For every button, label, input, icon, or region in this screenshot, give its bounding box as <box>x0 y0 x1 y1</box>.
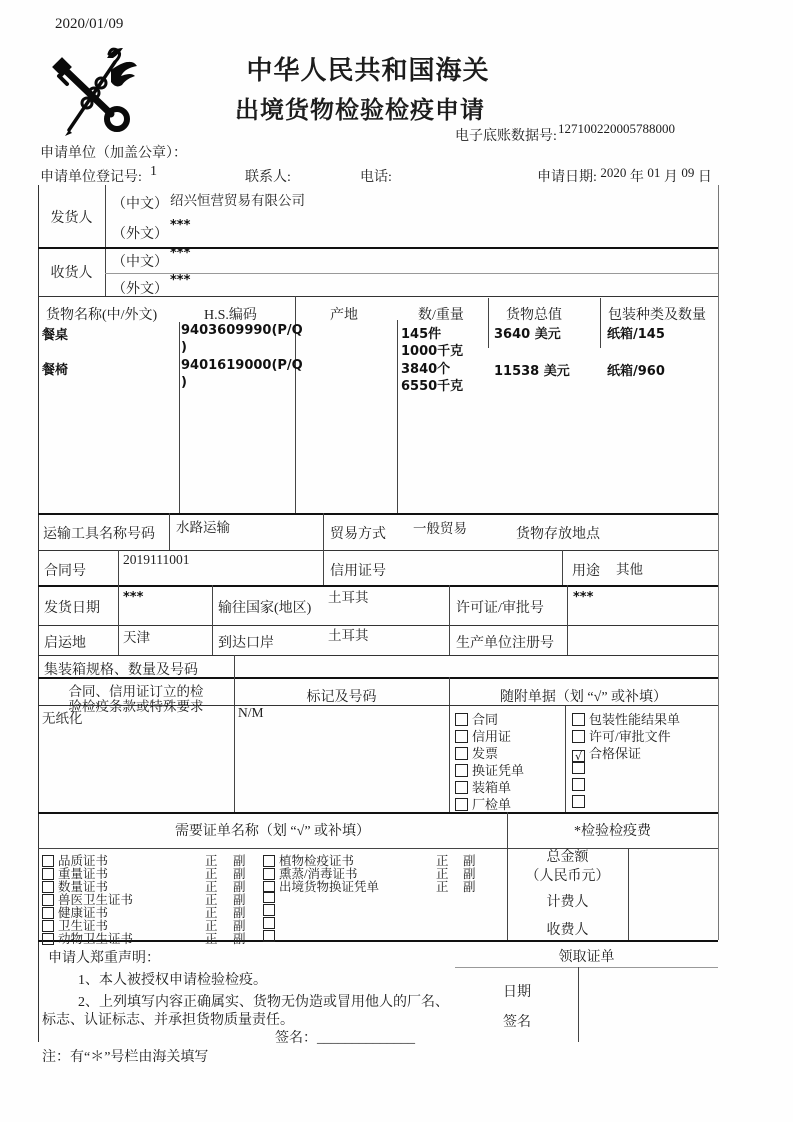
checkbox[interactable] <box>572 778 585 791</box>
divider <box>449 585 450 655</box>
receipt-date-label: 日期 <box>503 985 531 1000</box>
contact-label: 联系人: <box>245 170 291 185</box>
container-label: 集装箱规格、数量及号码 <box>44 663 198 678</box>
divider <box>38 550 718 551</box>
goods-header-name: 货物名称(中/外文) <box>46 308 158 323</box>
storage-label: 货物存放地点 <box>516 527 600 542</box>
contract-label: 合同号 <box>44 564 86 579</box>
goods-header-qty: 数/重量 <box>418 308 464 323</box>
apply-date-day: 09 <box>681 165 695 180</box>
divider <box>567 585 568 655</box>
eaccount-value: 127100220005788000 <box>558 121 675 136</box>
cert-item: 卫生证书 正 副 <box>42 916 257 934</box>
consignor-cn-value: 绍兴恒营贸易有限公司 <box>170 193 305 208</box>
consignor-cn-label: （中文） <box>112 197 168 212</box>
doc-label: 合格保证 <box>589 746 642 761</box>
fee-collector-label: 收费人 <box>546 923 589 938</box>
consignee-fn-value: *** <box>170 273 191 288</box>
trade-mode-label: 贸易方式 <box>330 527 386 542</box>
dest-country-value: 土耳其 <box>328 590 369 605</box>
arrival-port-value: 土耳其 <box>328 628 369 643</box>
marks-value: N/M <box>238 705 264 720</box>
doc-item <box>572 777 589 793</box>
consignor-fn-value: *** <box>170 218 191 233</box>
checkbox[interactable]: √ <box>572 750 585 763</box>
customs-emblem-icon <box>45 46 141 136</box>
declaration-line2: 2、上列填写内容正确属实、货物无伪造或冒用他人的厂名、 <box>78 995 449 1010</box>
cert-label: 动物卫生证书 <box>58 932 134 946</box>
clause-header-line2: 验检疫条款或特殊要求 <box>68 699 204 714</box>
doc-item <box>572 794 589 810</box>
dest-country-label: 输往国家(地区) <box>218 601 312 616</box>
goods-row-name: 餐桌 <box>42 328 69 343</box>
apply-date-year: 2020 <box>600 165 627 180</box>
divider <box>600 298 601 348</box>
fee-biller-label: 计费人 <box>546 895 589 910</box>
cert-label: 熏蒸/消毒证书 <box>279 867 358 881</box>
license-label: 许可证/审批号 <box>456 601 544 616</box>
docs-header: 随附单据（划 “√” 或补填） <box>499 690 668 705</box>
goods-row-packing: 纸箱/960 <box>607 364 665 379</box>
divider <box>323 513 324 585</box>
consignee-cn-value: *** <box>170 246 191 261</box>
goods-header-origin: 产地 <box>330 308 358 323</box>
divider <box>38 585 718 587</box>
cert-label: 健康证书 <box>58 906 109 920</box>
checkbox[interactable] <box>455 798 468 811</box>
divider <box>565 705 566 812</box>
cert-item <box>263 929 279 944</box>
cert-item: 动物卫生证书 正 副 <box>42 929 257 947</box>
applicant-reg-label: 申请单位登记号: <box>40 170 142 185</box>
apply-date: 申请日期: 2020 年 01 月 09 日 <box>537 165 712 185</box>
consignor-fn-label: （外文） <box>112 227 168 242</box>
cert-label: 重量证书 <box>58 867 109 881</box>
divider <box>105 273 718 274</box>
consignee-cn-label: （中文） <box>112 255 168 270</box>
clause-header-line1: 合同、信用证订立的检 <box>68 684 204 699</box>
divider <box>455 967 718 968</box>
producer-reg-label: 生产单位注册号 <box>456 636 554 651</box>
checkbox[interactable] <box>263 930 275 942</box>
divider <box>38 247 718 249</box>
doc-item <box>572 760 589 776</box>
cert-item: 数量证书 正 副 <box>42 877 257 895</box>
form-subtitle: 出境货物检验检疫申请 <box>235 96 485 124</box>
license-value: *** <box>573 590 594 605</box>
divider <box>488 298 489 348</box>
goods-header-value: 货物总值 <box>506 308 562 323</box>
goods-row-weight: 6550千克 <box>401 379 464 394</box>
usage-label: 用途 <box>572 564 600 579</box>
receipt-sign-label: 签名 <box>503 1015 531 1030</box>
fee-total-unit-label: （人民币元） <box>525 869 610 884</box>
checkbox[interactable] <box>455 713 468 726</box>
divider <box>212 585 213 655</box>
applicant-reg-value: 1 <box>150 164 157 179</box>
contract-value: 2019111001 <box>123 552 190 567</box>
checkbox[interactable] <box>42 933 54 945</box>
trade-mode-value: 一般贸易 <box>413 521 467 536</box>
checkbox[interactable] <box>572 713 585 726</box>
consignee-fn-label: （外文） <box>112 282 168 297</box>
consignee-label: 收货人 <box>50 266 93 281</box>
declaration-line1: 1、本人被授权申请检验检疫。 <box>78 973 267 988</box>
apply-date-month: 01 <box>647 165 661 180</box>
divider <box>38 812 718 814</box>
checkbox[interactable] <box>263 917 275 929</box>
doc-label: 包装性能结果单 <box>589 712 681 727</box>
vehicle-value: 水路运输 <box>176 520 230 535</box>
vehicle-label: 运输工具名称号码 <box>43 527 155 542</box>
checkbox[interactable] <box>572 795 585 808</box>
form-title: 中华人民共和国海关 <box>246 56 490 86</box>
divider <box>38 513 718 515</box>
checkbox[interactable] <box>455 781 468 794</box>
cert-item: 植物检疫证书 正 副 <box>263 851 488 869</box>
arrival-port-label: 到达口岸 <box>218 636 274 651</box>
doc-label: 合同 <box>472 712 499 727</box>
cert-label: 卫生证书 <box>58 919 109 933</box>
goods-row-hs-cont: ) <box>181 340 187 355</box>
footnote: 注：有“＊”号栏由海关填写 <box>42 1050 209 1065</box>
checkbox[interactable] <box>572 730 585 743</box>
apply-date-label: 申请日期: <box>537 170 597 185</box>
consignor-label: 发货人 <box>50 211 93 226</box>
divider <box>38 655 718 656</box>
divider <box>169 513 170 550</box>
checkbox[interactable] <box>263 904 275 916</box>
cert-label: 品质证书 <box>58 854 109 868</box>
cert-item: 兽医卫生证书 正 副 <box>42 890 257 908</box>
divider <box>578 967 579 1042</box>
goods-row-value: 3640 美元 <box>494 327 561 342</box>
cert-label: 出境货物换证凭单 <box>279 880 380 894</box>
goods-row-hs: 9401619000(P/Q <box>181 358 303 373</box>
divider <box>397 320 398 513</box>
goods-row-packing: 纸箱/145 <box>607 327 665 342</box>
ship-date-label: 发货日期 <box>44 601 100 616</box>
eaccount-label: 电子底账数据号: <box>455 129 557 144</box>
divider <box>562 550 563 585</box>
applicant-unit-label: 申请单位（加盖公章）： <box>40 146 187 161</box>
checkbox[interactable] <box>263 891 275 903</box>
goods-header-packing: 包装种类及数量 <box>608 308 706 323</box>
declaration-title: 申请人郑重声明： <box>48 951 160 966</box>
cert-label: 数量证书 <box>58 880 109 894</box>
goods-row-qty: 145件 <box>401 327 442 342</box>
goods-header-hs: H.S.编码 <box>204 308 257 323</box>
fee-total-label: 总金额 <box>546 850 589 865</box>
divider <box>38 185 39 1042</box>
doc-label: 许可/审批文件 <box>589 729 671 744</box>
departure-label: 启运地 <box>44 636 86 651</box>
doc-item <box>455 794 511 813</box>
clause-value: 无纸化 <box>42 711 83 726</box>
goods-row-weight: 1000千克 <box>401 344 464 359</box>
doc-label: 信用证 <box>472 729 512 744</box>
cert-label: 植物检疫证书 <box>279 854 355 868</box>
cert-label: 兽医卫生证书 <box>58 893 134 907</box>
fee-header: *检验检疫费 <box>574 824 651 839</box>
print-date: 2020/01/09 <box>55 16 124 32</box>
certs-header: 需要证单名称（划 “√” 或补填） <box>174 824 371 839</box>
lc-label: 信用证号 <box>330 564 386 579</box>
departure-value: 天津 <box>123 630 150 645</box>
goods-row-qty: 3840个 <box>401 362 451 377</box>
goods-row-hs-cont: ) <box>181 375 187 390</box>
usage-value: 其他 <box>616 562 643 577</box>
divider <box>118 550 119 655</box>
cert-item: 熏蒸/消毒证书 正 副 <box>263 864 488 882</box>
doc-label: 装箱单 <box>472 780 512 795</box>
receipt-title: 领取证单 <box>558 950 615 965</box>
doc-label: 发票 <box>472 746 499 761</box>
divider <box>179 322 180 513</box>
cert-item: 重量证书 正 副 <box>42 864 257 882</box>
ship-date-value: *** <box>123 590 144 605</box>
signature-line: 签名：______________ <box>275 1031 415 1046</box>
goods-row-name: 餐椅 <box>42 363 69 378</box>
phone-label: 电话: <box>360 170 392 185</box>
cert-item: 健康证书 正 副 <box>42 903 257 921</box>
doc-label: 厂检单 <box>472 797 512 812</box>
goods-row-value: 11538 美元 <box>494 364 570 379</box>
checkbox[interactable] <box>455 764 468 777</box>
divider <box>234 655 235 677</box>
doc-label: 换证凭单 <box>472 763 525 778</box>
checkbox[interactable] <box>572 761 585 774</box>
cert-item: 出境货物换证凭单 正 副 <box>263 877 488 895</box>
checkbox[interactable] <box>455 730 468 743</box>
checkbox[interactable] <box>455 747 468 760</box>
divider <box>105 185 106 296</box>
divider <box>628 848 629 940</box>
marks-header: 标记及号码 <box>306 690 377 705</box>
divider <box>718 185 719 940</box>
goods-row-hs: 9403609990(P/Q <box>181 323 303 338</box>
declaration-line3: 标志、认证标志、并承担货物质量责任。 <box>42 1013 294 1028</box>
cert-item: 品质证书 正 副 <box>42 851 257 869</box>
